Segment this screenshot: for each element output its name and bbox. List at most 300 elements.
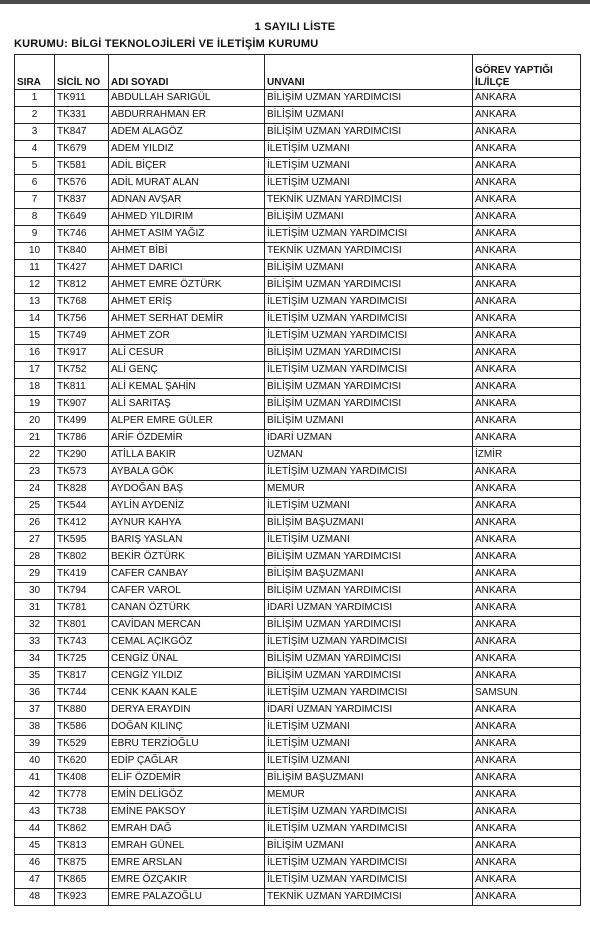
cell-unvani: BİLİŞİM UZMAN YARDIMCISI xyxy=(265,277,473,294)
cell-sicil-no: TK778 xyxy=(55,787,109,804)
cell-adi-soyadi: EBRU TERZİOĞLU xyxy=(109,736,265,753)
cell-il-ilce: ANKARA xyxy=(473,651,581,668)
cell-sira: 42 xyxy=(15,787,55,804)
table-row xyxy=(15,192,581,209)
table-row xyxy=(15,719,581,736)
cell-sira: 19 xyxy=(15,396,55,413)
cell-il-ilce: ANKARA xyxy=(473,804,581,821)
cell-il-ilce: ANKARA xyxy=(473,600,581,617)
cell-il-ilce: ANKARA xyxy=(473,124,581,141)
cell-unvani: TEKNİK UZMAN YARDIMCISI xyxy=(265,243,473,260)
table-row xyxy=(15,243,581,260)
cell-unvani: İLETİŞİM UZMAN YARDIMCISI xyxy=(265,362,473,379)
cell-sicil-no: TK529 xyxy=(55,736,109,753)
cell-sira: 10 xyxy=(15,243,55,260)
cell-sira: 2 xyxy=(15,107,55,124)
cell-unvani: İLETİŞİM UZMANI xyxy=(265,753,473,770)
cell-il-ilce: ANKARA xyxy=(473,260,581,277)
cell-il-ilce: SAMSUN xyxy=(473,685,581,702)
cell-sira: 1 xyxy=(15,90,55,107)
table-row xyxy=(15,583,581,600)
cell-sicil-no: TK768 xyxy=(55,294,109,311)
table-row xyxy=(15,855,581,872)
cell-sira: 43 xyxy=(15,804,55,821)
cell-sicil-no: TK290 xyxy=(55,447,109,464)
cell-unvani: İLETİŞİM UZMAN YARDIMCISI xyxy=(265,804,473,821)
cell-unvani: BİLİŞİM UZMANI xyxy=(265,260,473,277)
cell-il-ilce: ANKARA xyxy=(473,311,581,328)
table-row xyxy=(15,464,581,481)
table-row xyxy=(15,141,581,158)
cell-unvani: İLETİŞİM UZMANI xyxy=(265,175,473,192)
cell-sira: 29 xyxy=(15,566,55,583)
cell-adi-soyadi: BARIŞ YASLAN xyxy=(109,532,265,549)
cell-sicil-no: TK923 xyxy=(55,889,109,906)
cell-unvani: BİLİŞİM UZMAN YARDIMCISI xyxy=(265,583,473,600)
cell-sira: 36 xyxy=(15,685,55,702)
cell-adi-soyadi: ARİF ÖZDEMİR xyxy=(109,430,265,447)
cell-il-ilce: ANKARA xyxy=(473,889,581,906)
page-title: 1 SAYILI LİSTE xyxy=(254,21,336,33)
cell-adi-soyadi: DOĞAN KILINÇ xyxy=(109,719,265,736)
cell-il-ilce: ANKARA xyxy=(473,838,581,855)
cell-adi-soyadi: AHMET BİBİ xyxy=(109,243,265,260)
table-row xyxy=(15,328,581,345)
table-row xyxy=(15,872,581,889)
cell-adi-soyadi: AHMET ERİŞ xyxy=(109,294,265,311)
cell-sira: 15 xyxy=(15,328,55,345)
cell-unvani: İDARİ UZMAN YARDIMCISI xyxy=(265,600,473,617)
cell-sira: 46 xyxy=(15,855,55,872)
cell-il-ilce: ANKARA xyxy=(473,821,581,838)
cell-unvani: İLETİŞİM UZMAN YARDIMCISI xyxy=(265,311,473,328)
table-row xyxy=(15,770,581,787)
cell-unvani: BİLİŞİM BAŞUZMANI xyxy=(265,770,473,787)
cell-sira: 12 xyxy=(15,277,55,294)
table-row xyxy=(15,90,581,107)
column-header-il xyxy=(473,55,581,90)
cell-il-ilce: ANKARA xyxy=(473,617,581,634)
cell-unvani: BİLİŞİM UZMAN YARDIMCISI xyxy=(265,549,473,566)
cell-sira: 41 xyxy=(15,770,55,787)
cell-sicil-no: TK752 xyxy=(55,362,109,379)
cell-unvani: UZMAN xyxy=(265,447,473,464)
cell-sicil-no: TK812 xyxy=(55,277,109,294)
cell-unvani: BİLİŞİM BAŞUZMANI xyxy=(265,515,473,532)
cell-unvani: TEKNİK UZMAN YARDIMCISI xyxy=(265,192,473,209)
cell-unvani: BİLİŞİM UZMAN YARDIMCISI xyxy=(265,124,473,141)
cell-sira: 28 xyxy=(15,549,55,566)
cell-adi-soyadi: ADEM ALAGÖZ xyxy=(109,124,265,141)
table-row xyxy=(15,600,581,617)
column-header-ad: ADI SOYADI xyxy=(109,55,265,90)
cell-il-ilce: ANKARA xyxy=(473,175,581,192)
cell-adi-soyadi: AYLİN AYDENİZ xyxy=(109,498,265,515)
personnel-table xyxy=(14,54,581,906)
column-header-sicil: SİCİL NO xyxy=(55,55,109,90)
table-row xyxy=(15,430,581,447)
cell-sicil-no: TK917 xyxy=(55,345,109,362)
table-row xyxy=(15,821,581,838)
cell-adi-soyadi: ALİ CESUR xyxy=(109,345,265,362)
cell-adi-soyadi: AHMET ASIM YAĞIZ xyxy=(109,226,265,243)
cell-sira: 23 xyxy=(15,464,55,481)
cell-adi-soyadi: AHMET DARICI xyxy=(109,260,265,277)
table-row xyxy=(15,345,581,362)
cell-il-ilce: ANKARA xyxy=(473,243,581,260)
table-row xyxy=(15,396,581,413)
table-row xyxy=(15,209,581,226)
cell-sicil-no: TK499 xyxy=(55,413,109,430)
table-row xyxy=(15,481,581,498)
table-row xyxy=(15,277,581,294)
cell-unvani: BİLİŞİM UZMANI xyxy=(265,838,473,855)
cell-sira: 35 xyxy=(15,668,55,685)
cell-il-ilce: ANKARA xyxy=(473,90,581,107)
cell-unvani: BİLİŞİM UZMAN YARDIMCISI xyxy=(265,90,473,107)
cell-adi-soyadi: ADİL BİÇER xyxy=(109,158,265,175)
table-row xyxy=(15,617,581,634)
cell-unvani: MEMUR xyxy=(265,481,473,498)
cell-unvani: BİLİŞİM BAŞUZMANI xyxy=(265,566,473,583)
cell-unvani: İLETİŞİM UZMANI xyxy=(265,736,473,753)
cell-unvani: İLETİŞİM UZMAN YARDIMCISI xyxy=(265,226,473,243)
cell-sicil-no: TK573 xyxy=(55,464,109,481)
cell-il-ilce: ANKARA xyxy=(473,430,581,447)
table-body xyxy=(15,90,581,906)
cell-sicil-no: TK756 xyxy=(55,311,109,328)
cell-il-ilce: ANKARA xyxy=(473,328,581,345)
table-row xyxy=(15,260,581,277)
cell-sicil-no: TK794 xyxy=(55,583,109,600)
cell-unvani: MEMUR xyxy=(265,787,473,804)
cell-sira: 45 xyxy=(15,838,55,855)
column-header-il-line2: İL/İLÇE xyxy=(475,77,510,88)
cell-sicil-no: TK801 xyxy=(55,617,109,634)
cell-sira: 11 xyxy=(15,260,55,277)
cell-sira: 6 xyxy=(15,175,55,192)
cell-sira: 22 xyxy=(15,447,55,464)
cell-sira: 24 xyxy=(15,481,55,498)
cell-sira: 20 xyxy=(15,413,55,430)
column-header-unvan: UNVANI xyxy=(265,55,473,90)
cell-sira: 21 xyxy=(15,430,55,447)
cell-sicil-no: TK576 xyxy=(55,175,109,192)
cell-unvani: İLETİŞİM UZMAN YARDIMCISI xyxy=(265,821,473,838)
cell-il-ilce: ANKARA xyxy=(473,107,581,124)
cell-adi-soyadi: ALİ KEMAL ŞAHİN xyxy=(109,379,265,396)
cell-sicil-no: TK331 xyxy=(55,107,109,124)
cell-il-ilce: ANKARA xyxy=(473,192,581,209)
cell-adi-soyadi: DERYA ERAYDIN xyxy=(109,702,265,719)
cell-il-ilce: ANKARA xyxy=(473,362,581,379)
cell-adi-soyadi: CAFER VAROL xyxy=(109,583,265,600)
cell-sicil-no: TK725 xyxy=(55,651,109,668)
cell-adi-soyadi: AHMET EMRE ÖZTÜRK xyxy=(109,277,265,294)
cell-adi-soyadi: ELİF ÖZDEMİR xyxy=(109,770,265,787)
institution-heading: KURUMU: BİLGİ TEKNOLOJİLERİ VE İLETİŞİM KURUMU xyxy=(14,38,319,50)
table-row xyxy=(15,311,581,328)
cell-adi-soyadi: AHMET ZOR xyxy=(109,328,265,345)
cell-unvani: BİLİŞİM UZMAN YARDIMCISI xyxy=(265,668,473,685)
table-row xyxy=(15,804,581,821)
cell-unvani: İLETİŞİM UZMAN YARDIMCISI xyxy=(265,294,473,311)
cell-adi-soyadi: ATİLLA BAKIR xyxy=(109,447,265,464)
cell-adi-soyadi: CAFER CANBAY xyxy=(109,566,265,583)
cell-sira: 8 xyxy=(15,209,55,226)
cell-sicil-no: TK544 xyxy=(55,498,109,515)
cell-il-ilce: İZMİR xyxy=(473,447,581,464)
cell-sira: 16 xyxy=(15,345,55,362)
cell-adi-soyadi: EMRAH DAĞ xyxy=(109,821,265,838)
table-row xyxy=(15,736,581,753)
cell-il-ilce: ANKARA xyxy=(473,855,581,872)
cell-sira: 40 xyxy=(15,753,55,770)
cell-adi-soyadi: EMRAH GÜNEL xyxy=(109,838,265,855)
cell-adi-soyadi: ADİL MURAT ALAN xyxy=(109,175,265,192)
cell-unvani: BİLİŞİM UZMANI xyxy=(265,413,473,430)
cell-sicil-no: TK802 xyxy=(55,549,109,566)
cell-sira: 13 xyxy=(15,294,55,311)
table-row xyxy=(15,515,581,532)
cell-il-ilce: ANKARA xyxy=(473,158,581,175)
cell-sicil-no: TK847 xyxy=(55,124,109,141)
cell-adi-soyadi: CAVİDAN MERCAN xyxy=(109,617,265,634)
cell-il-ilce: ANKARA xyxy=(473,753,581,770)
cell-unvani: BİLİŞİM UZMAN YARDIMCISI xyxy=(265,651,473,668)
cell-il-ilce: ANKARA xyxy=(473,736,581,753)
cell-il-ilce: ANKARA xyxy=(473,549,581,566)
cell-il-ilce: ANKARA xyxy=(473,634,581,651)
cell-adi-soyadi: EMRE ÖZÇAKIR xyxy=(109,872,265,889)
cell-il-ilce: ANKARA xyxy=(473,277,581,294)
cell-unvani: İLETİŞİM UZMAN YARDIMCISI xyxy=(265,685,473,702)
cell-il-ilce: ANKARA xyxy=(473,583,581,600)
cell-unvani: TEKNİK UZMAN YARDIMCISI xyxy=(265,889,473,906)
cell-il-ilce: ANKARA xyxy=(473,141,581,158)
cell-unvani: BİLİŞİM UZMAN YARDIMCISI xyxy=(265,379,473,396)
cell-sicil-no: TK744 xyxy=(55,685,109,702)
cell-sira: 38 xyxy=(15,719,55,736)
table-row xyxy=(15,685,581,702)
cell-sicil-no: TK837 xyxy=(55,192,109,209)
cell-sicil-no: TK586 xyxy=(55,719,109,736)
cell-adi-soyadi: CENGİZ YILDIZ xyxy=(109,668,265,685)
cell-adi-soyadi: CENGİZ ÜNAL xyxy=(109,651,265,668)
cell-sicil-no: TK813 xyxy=(55,838,109,855)
cell-adi-soyadi: ADNAN AVŞAR xyxy=(109,192,265,209)
column-header-il-line1: GÖREV YAPTIĞI xyxy=(475,65,553,76)
cell-sira: 30 xyxy=(15,583,55,600)
cell-il-ilce: ANKARA xyxy=(473,413,581,430)
table-row xyxy=(15,566,581,583)
table-row xyxy=(15,107,581,124)
cell-sicil-no: TK781 xyxy=(55,600,109,617)
cell-unvani: BİLİŞİM UZMAN YARDIMCISI xyxy=(265,345,473,362)
table-row xyxy=(15,362,581,379)
cell-il-ilce: ANKARA xyxy=(473,532,581,549)
cell-sira: 39 xyxy=(15,736,55,753)
cell-adi-soyadi: EMRE ARSLAN xyxy=(109,855,265,872)
cell-unvani: İLETİŞİM UZMANI xyxy=(265,141,473,158)
cell-sira: 9 xyxy=(15,226,55,243)
cell-sicil-no: TK786 xyxy=(55,430,109,447)
table-row xyxy=(15,532,581,549)
cell-unvani: İLETİŞİM UZMAN YARDIMCISI xyxy=(265,464,473,481)
table-row xyxy=(15,838,581,855)
cell-sicil-no: TK649 xyxy=(55,209,109,226)
table-row xyxy=(15,651,581,668)
cell-il-ilce: ANKARA xyxy=(473,566,581,583)
cell-sicil-no: TK738 xyxy=(55,804,109,821)
cell-sira: 3 xyxy=(15,124,55,141)
cell-sicil-no: TK743 xyxy=(55,634,109,651)
cell-adi-soyadi: CEMAL AÇIKGÖZ xyxy=(109,634,265,651)
cell-sira: 7 xyxy=(15,192,55,209)
cell-sicil-no: TK679 xyxy=(55,141,109,158)
cell-il-ilce: ANKARA xyxy=(473,515,581,532)
cell-sira: 5 xyxy=(15,158,55,175)
cell-il-ilce: ANKARA xyxy=(473,226,581,243)
cell-unvani: BİLİŞİM UZMAN YARDIMCISI xyxy=(265,617,473,634)
cell-il-ilce: ANKARA xyxy=(473,872,581,889)
cell-il-ilce: ANKARA xyxy=(473,498,581,515)
cell-sicil-no: TK581 xyxy=(55,158,109,175)
cell-unvani: İLETİŞİM UZMANI xyxy=(265,498,473,515)
cell-sira: 34 xyxy=(15,651,55,668)
cell-unvani: İDARİ UZMAN YARDIMCISI xyxy=(265,702,473,719)
cell-sicil-no: TK595 xyxy=(55,532,109,549)
table-row xyxy=(15,787,581,804)
cell-unvani: BİLİŞİM UZMANI xyxy=(265,209,473,226)
cell-sicil-no: TK427 xyxy=(55,260,109,277)
table-row xyxy=(15,158,581,175)
cell-il-ilce: ANKARA xyxy=(473,464,581,481)
cell-unvani: İLETİŞİM UZMAN YARDIMCISI xyxy=(265,872,473,889)
table-row xyxy=(15,413,581,430)
table-row xyxy=(15,702,581,719)
table-row xyxy=(15,498,581,515)
cell-sicil-no: TK828 xyxy=(55,481,109,498)
table-row xyxy=(15,226,581,243)
table-row xyxy=(15,668,581,685)
cell-il-ilce: ANKARA xyxy=(473,719,581,736)
cell-adi-soyadi: ALİ SARITAŞ xyxy=(109,396,265,413)
cell-sira: 32 xyxy=(15,617,55,634)
cell-sicil-no: TK862 xyxy=(55,821,109,838)
cell-sicil-no: TK412 xyxy=(55,515,109,532)
cell-adi-soyadi: AYDOĞAN BAŞ xyxy=(109,481,265,498)
cell-sira: 31 xyxy=(15,600,55,617)
table-header-row xyxy=(15,55,581,90)
cell-sira: 33 xyxy=(15,634,55,651)
cell-sira: 4 xyxy=(15,141,55,158)
cell-sicil-no: TK811 xyxy=(55,379,109,396)
cell-adi-soyadi: AYNUR KAHYA xyxy=(109,515,265,532)
top-border-band xyxy=(0,0,590,4)
cell-sira: 27 xyxy=(15,532,55,549)
cell-sira: 47 xyxy=(15,872,55,889)
cell-sira: 25 xyxy=(15,498,55,515)
cell-adi-soyadi: ABDURRAHMAN ER xyxy=(109,107,265,124)
cell-adi-soyadi: BEKİR ÖZTÜRK xyxy=(109,549,265,566)
cell-sira: 14 xyxy=(15,311,55,328)
table-row xyxy=(15,753,581,770)
cell-adi-soyadi: AHMET SERHAT DEMİR xyxy=(109,311,265,328)
cell-il-ilce: ANKARA xyxy=(473,396,581,413)
cell-unvani: İLETİŞİM UZMANI xyxy=(265,532,473,549)
cell-adi-soyadi: EMİNE PAKSOY xyxy=(109,804,265,821)
table-row xyxy=(15,175,581,192)
cell-sicil-no: TK880 xyxy=(55,702,109,719)
cell-sicil-no: TK875 xyxy=(55,855,109,872)
table-row xyxy=(15,447,581,464)
cell-il-ilce: ANKARA xyxy=(473,787,581,804)
cell-adi-soyadi: AHMED YILDIRIM xyxy=(109,209,265,226)
cell-unvani: BİLİŞİM UZMANI xyxy=(265,107,473,124)
table-row xyxy=(15,634,581,651)
cell-il-ilce: ANKARA xyxy=(473,702,581,719)
cell-adi-soyadi: EMİN DELİGÖZ xyxy=(109,787,265,804)
cell-sicil-no: TK865 xyxy=(55,872,109,889)
cell-il-ilce: ANKARA xyxy=(473,770,581,787)
cell-sira: 37 xyxy=(15,702,55,719)
cell-adi-soyadi: ALİ GENÇ xyxy=(109,362,265,379)
cell-unvani: İLETİŞİM UZMAN YARDIMCISI xyxy=(265,855,473,872)
cell-sira: 17 xyxy=(15,362,55,379)
cell-sicil-no: TK907 xyxy=(55,396,109,413)
cell-unvani: İDARİ UZMAN xyxy=(265,430,473,447)
cell-sira: 18 xyxy=(15,379,55,396)
cell-sira: 44 xyxy=(15,821,55,838)
cell-il-ilce: ANKARA xyxy=(473,294,581,311)
cell-adi-soyadi: ADEM YILDIZ xyxy=(109,141,265,158)
cell-adi-soyadi: EMRE PALAZOĞLU xyxy=(109,889,265,906)
cell-il-ilce: ANKARA xyxy=(473,481,581,498)
cell-sicil-no: TK911 xyxy=(55,90,109,107)
cell-sicil-no: TK408 xyxy=(55,770,109,787)
table-row xyxy=(15,379,581,396)
cell-unvani: İLETİŞİM UZMAN YARDIMCISI xyxy=(265,634,473,651)
table-row xyxy=(15,549,581,566)
cell-adi-soyadi: AYBALA GÖK xyxy=(109,464,265,481)
cell-il-ilce: ANKARA xyxy=(473,345,581,362)
cell-adi-soyadi: CANAN ÖZTÜRK xyxy=(109,600,265,617)
cell-il-ilce: ANKARA xyxy=(473,379,581,396)
cell-sira: 48 xyxy=(15,889,55,906)
table-row xyxy=(15,294,581,311)
cell-adi-soyadi: EDİP ÇAĞLAR xyxy=(109,753,265,770)
cell-il-ilce: ANKARA xyxy=(473,209,581,226)
cell-sira: 26 xyxy=(15,515,55,532)
table-row xyxy=(15,124,581,141)
cell-adi-soyadi: CENK KAAN KALE xyxy=(109,685,265,702)
cell-sicil-no: TK749 xyxy=(55,328,109,345)
cell-adi-soyadi: ABDULLAH SARIGÜL xyxy=(109,90,265,107)
cell-adi-soyadi: ALPER EMRE GÜLER xyxy=(109,413,265,430)
cell-sicil-no: TK620 xyxy=(55,753,109,770)
cell-unvani: İLETİŞİM UZMANI xyxy=(265,719,473,736)
cell-unvani: BİLİŞİM UZMAN YARDIMCISI xyxy=(265,396,473,413)
column-header-sira: SIRA xyxy=(15,55,55,90)
cell-sicil-no: TK840 xyxy=(55,243,109,260)
cell-sicil-no: TK817 xyxy=(55,668,109,685)
cell-sicil-no: TK746 xyxy=(55,226,109,243)
cell-unvani: İLETİŞİM UZMAN YARDIMCISI xyxy=(265,328,473,345)
cell-unvani: İLETİŞİM UZMANI xyxy=(265,158,473,175)
cell-il-ilce: ANKARA xyxy=(473,668,581,685)
table-row xyxy=(15,889,581,906)
